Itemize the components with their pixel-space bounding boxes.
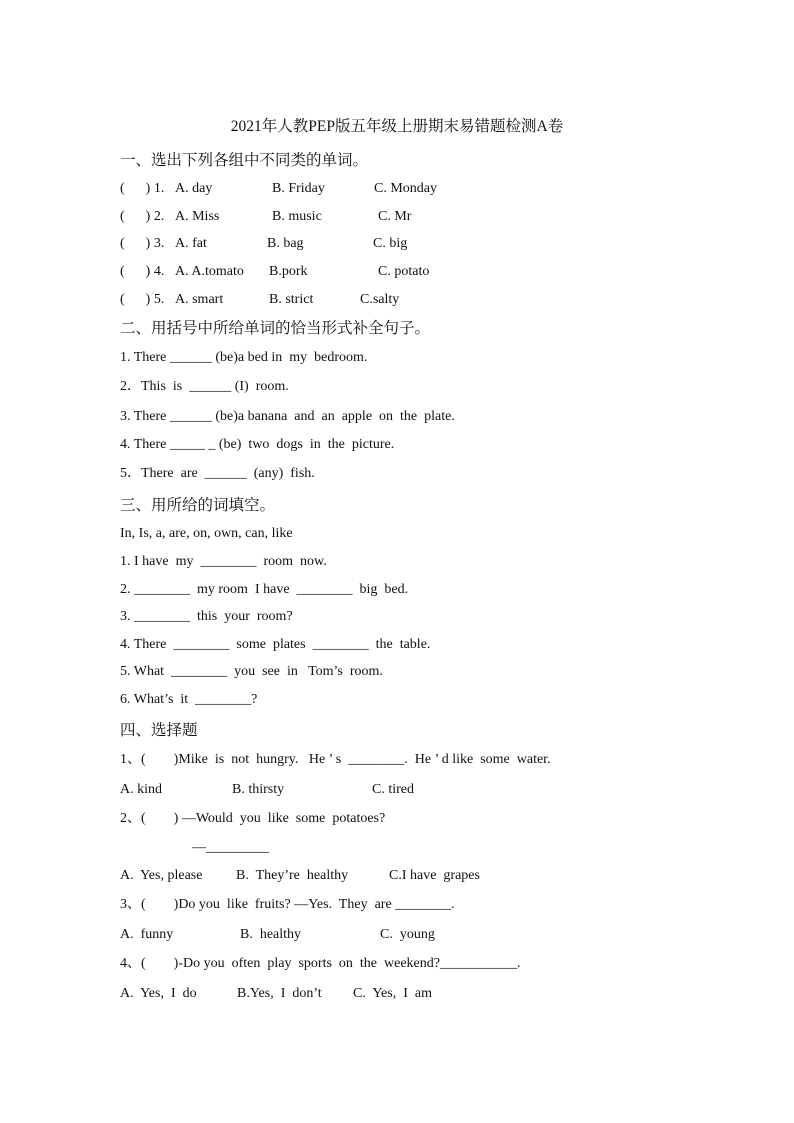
option-c: C. Monday [374, 181, 437, 196]
section-3-question-1: 1. I have my ________ room now. [120, 554, 327, 569]
option-b: B. thirsty [232, 782, 285, 797]
section-4-question-4-stem: 4、( )-Do you often play sports on the weekend?___________. [120, 956, 521, 971]
option-c: C. potato [378, 264, 430, 279]
option-b: B. Friday [272, 181, 325, 196]
option-c: C. Yes, I am [353, 986, 432, 1001]
section-3-heading: 三、用所给的词填空。 [120, 496, 276, 514]
option-c: C. young [380, 927, 435, 942]
page-title: 2021年人教PEP版五年级上册期末易错题检测A卷 [230, 118, 564, 135]
question-number: ( ) 3. [120, 236, 165, 251]
section-4-question-2-stem: 2、( ) —Would you like some potatoes? [120, 811, 386, 826]
section-3-question-6: 6. What’s it ________? [120, 692, 258, 707]
section-3-question-2: 2. ________ my room I have ________ big bed. [120, 582, 409, 597]
question-number: ( ) 1. [120, 181, 165, 196]
option-b: B. strict [269, 292, 314, 307]
section-3-question-3: 3. ________ this your room? [120, 609, 293, 624]
option-c: C.salty [360, 292, 400, 307]
option-c: C. tired [372, 782, 414, 797]
option-c: C.I have grapes [389, 868, 480, 883]
option-a: A. day [175, 181, 213, 196]
section-4-question-1-stem: 1、( )Mike is not hungry. He ’ s ________. He ’ d like some water. [120, 752, 551, 767]
question-number: ( ) 2. [120, 209, 165, 224]
option-c: C. big [373, 236, 408, 251]
option-b: B. music [272, 209, 322, 224]
section-3-question-5: 5. What ________ you see in Tom’s room. [120, 664, 383, 679]
option-a: A. Yes, I do [120, 986, 197, 1001]
option-a: A. fat [175, 236, 207, 251]
option-a: A. smart [175, 292, 224, 307]
section-2-question-2: 2．This is ______ (I) room. [120, 379, 289, 394]
option-a: A. Yes, please [120, 868, 203, 883]
section-1-heading: 一、选出下列各组中不同类的单词。 [120, 151, 369, 169]
section-3-question-4: 4. There ________ some plates ________ the table. [120, 637, 431, 652]
section-2-heading: 二、用括号中所给单词的恰当形式补全句子。 [120, 319, 431, 337]
option-c: C. Mr [378, 209, 412, 224]
section-2-question-4: 4. There _____ _ (be) two dogs in the picture. [120, 437, 395, 452]
option-b: B. They’re healthy [236, 868, 349, 883]
section-4-heading: 四、选择题 [120, 721, 198, 739]
question-number: ( ) 4. [120, 264, 165, 279]
section-2-question-1: 1. There ______ (be)a bed in my bedroom. [120, 350, 368, 365]
question-number: ( ) 5. [120, 292, 165, 307]
option-a: A. A.tomato [175, 264, 244, 279]
option-a: A. kind [120, 782, 162, 797]
section-4-question-3-stem: 3、( )Do you like fruits? —Yes. They are ________. [120, 897, 455, 912]
option-b: B. bag [267, 236, 304, 251]
word-bank: In, Is, a, are, on, own, can, like [120, 526, 293, 541]
section-2-question-5: 5．There are ______ (any) fish. [120, 466, 315, 481]
option-b: B. healthy [240, 927, 302, 942]
section-4-question-2-reply: —_________ [192, 840, 269, 855]
section-2-question-3: 3. There ______ (be)a banana and an apple on the plate. [120, 409, 455, 424]
option-a: A. Miss [175, 209, 220, 224]
option-a: A. funny [120, 927, 174, 942]
option-b: B.Yes, I don’t [237, 986, 322, 1001]
option-b: B.pork [269, 264, 308, 279]
